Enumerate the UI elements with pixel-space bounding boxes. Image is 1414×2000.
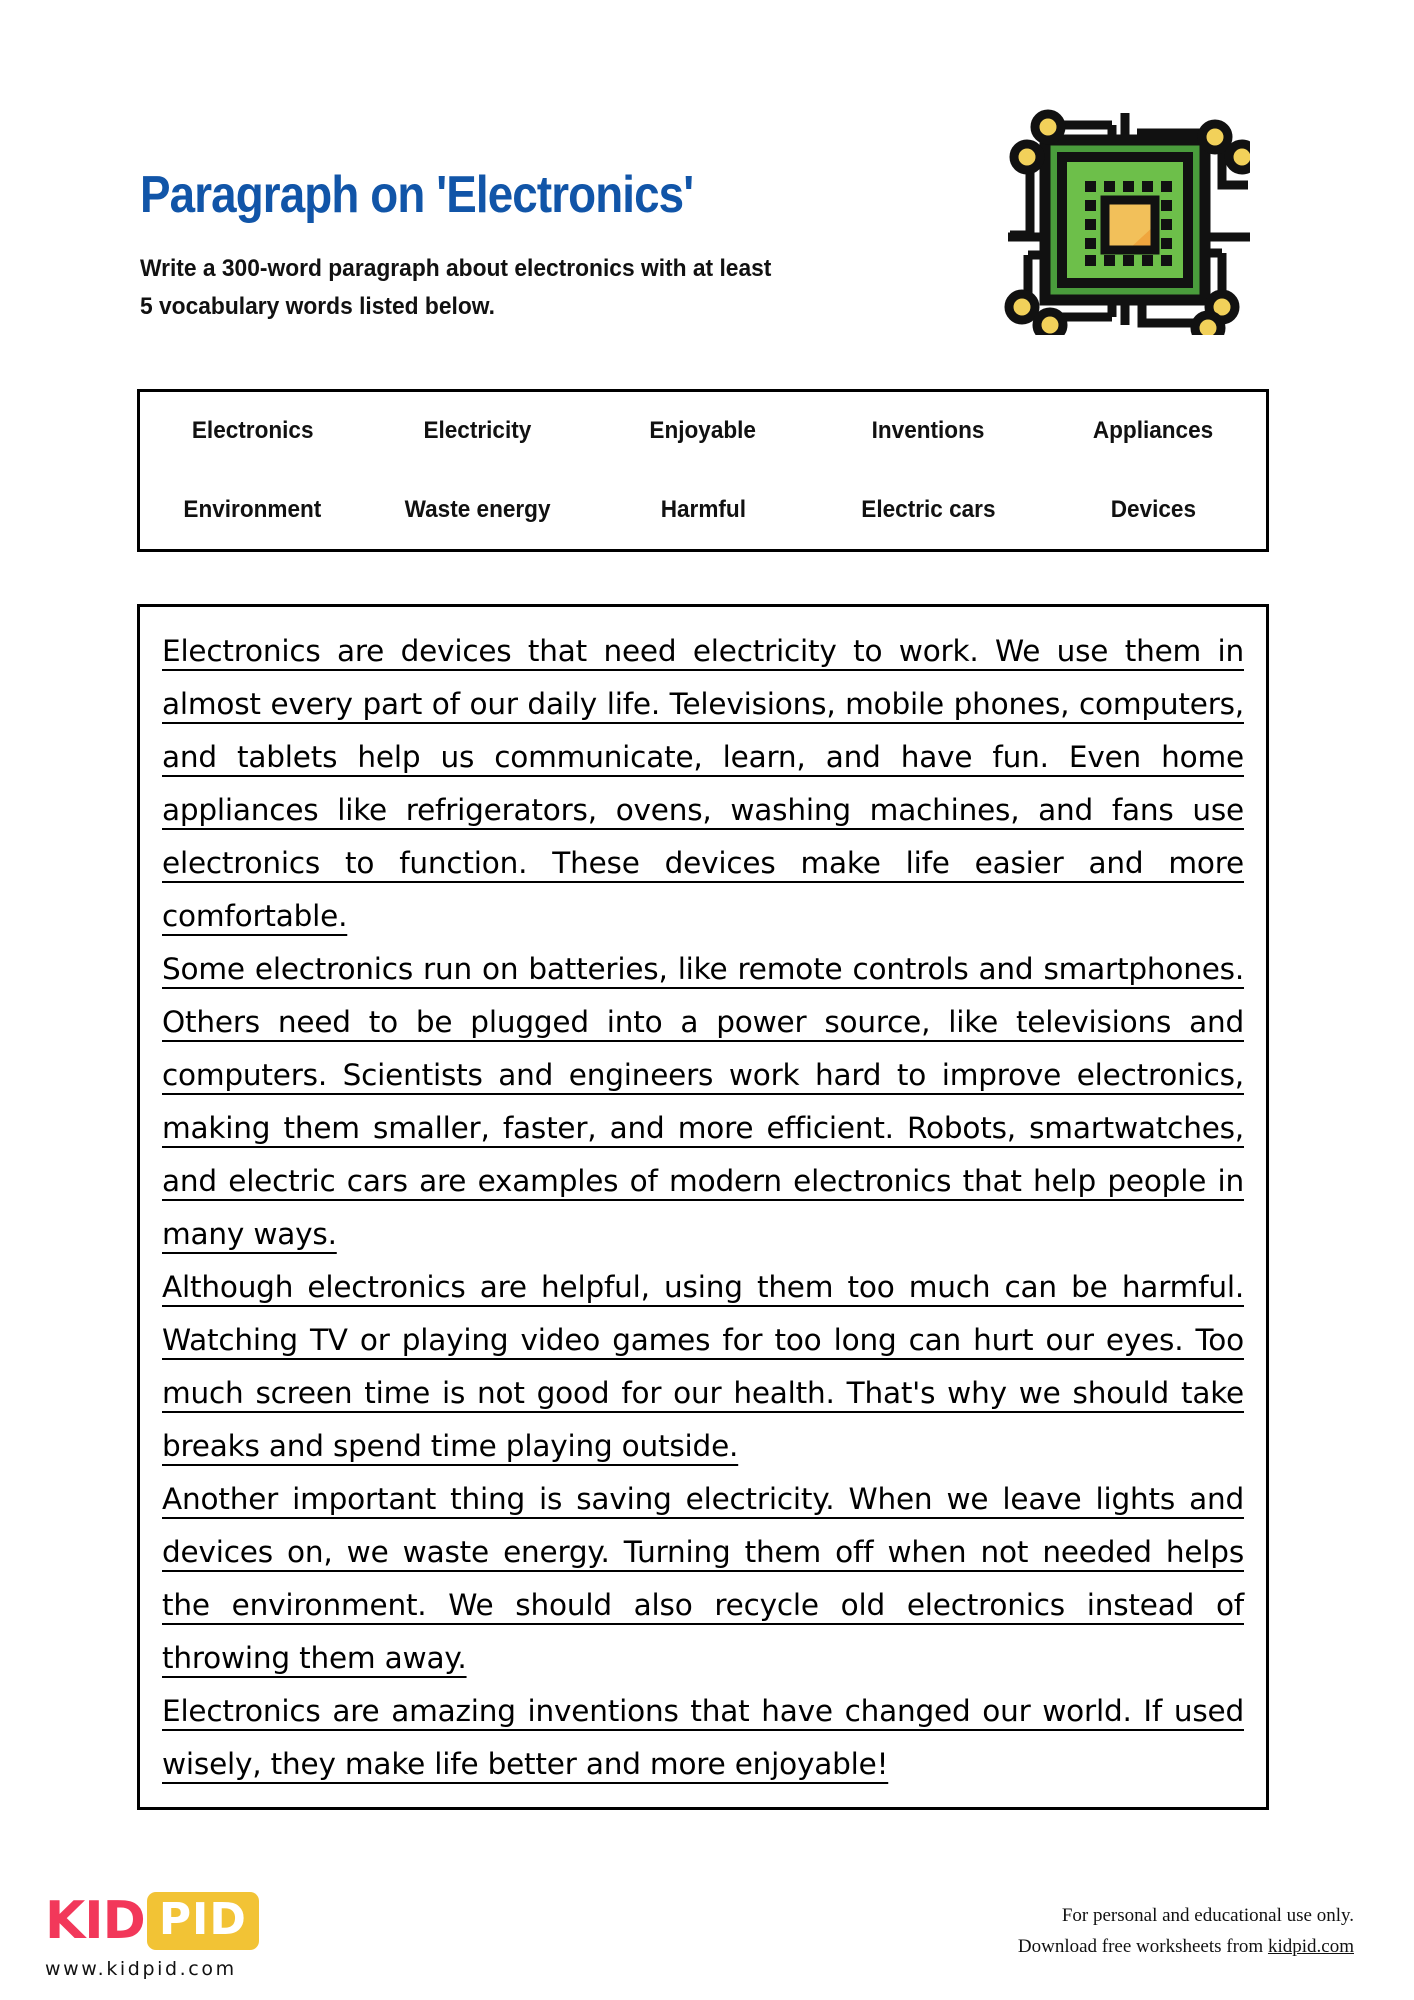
logo-url: www.kidpid.com — [45, 1958, 237, 1980]
footer-note-line-1: For personal and educational use only. — [1061, 1905, 1354, 1926]
kidpid-link[interactable]: kidpid.com — [1267, 1936, 1354, 1958]
page-footer — [0, 1880, 1414, 2000]
vocabulary-box — [137, 389, 1269, 552]
vocab-word: Electricity — [423, 417, 532, 445]
worksheet-header — [0, 0, 1414, 380]
vocab-word: Electric cars — [861, 495, 996, 523]
writing-area[interactable] — [137, 604, 1269, 1810]
footer-note-line-2 — [1018, 1931, 1354, 1962]
instructions-line-1: Write a 300-word paragraph about electronics with at least — [140, 255, 772, 282]
logo-row — [45, 1892, 305, 1950]
footer-note — [1018, 1900, 1354, 1963]
vocab-word: Inventions — [871, 417, 985, 445]
vocab-word: Electronics — [191, 417, 314, 445]
microchip-icon — [1000, 85, 1250, 335]
page-title: Paragraph on 'Electronics' — [140, 166, 694, 224]
instructions-line-2: 5 vocabulary words listed below. — [140, 292, 495, 320]
vocab-word: Appliances — [1093, 417, 1214, 445]
vocab-word: Devices — [1110, 495, 1197, 523]
logo-kid-text: KID — [45, 1891, 145, 1951]
paragraph: Electronics are amazing inventions that have changed our world. If used wisely, they make life better and more enjoyable! — [162, 1694, 1244, 1781]
paragraph: Although electronics are helpful, using them too much can be harmful. Watching TV or playing video games for too long can hurt our eyes. Too much screen time is not good for our health. That's why we should take breaks and spend time playing outside. — [162, 1270, 1244, 1463]
vocab-word: Harmful — [660, 495, 746, 523]
logo-pid-text: PID — [147, 1892, 259, 1950]
instructions — [140, 250, 931, 326]
paragraph: Electronics are devices that need electricity to work. We use them in almost every part of our daily life. Televisions, mobile phones, computers, and tablets help us communicate, learn, and have fun. Even home appliances like refrigerators, ovens, washing machines, and fans use electronics to function. These devices make life easier and more comfortable. — [162, 634, 1244, 933]
kidpid-logo[interactable] — [45, 1892, 305, 1980]
vocab-word: Waste energy — [404, 495, 551, 523]
vocab-word: Environment — [183, 495, 322, 523]
footer-note-prefix: Download free worksheets from — [1017, 1936, 1268, 1958]
vocab-word: Enjoyable — [649, 417, 757, 445]
vocabulary-grid — [140, 392, 1266, 549]
paragraph: Another important thing is saving electricity. When we leave lights and devices on, we waste energy. Turning them off when not needed helps the environment. We should also recycle old electronics instead of throwing them away. — [162, 1482, 1244, 1675]
paragraph: Some electronics run on batteries, like remote controls and smartphones. Others need to be plugged into a power source, like televisions and computers. Scientists and engineers work hard to improve electronics, making them smaller, faster, and more efficient. Robots, smartwatches, and electric cars are examples of modern electronics that help people in many ways. — [162, 952, 1244, 1251]
